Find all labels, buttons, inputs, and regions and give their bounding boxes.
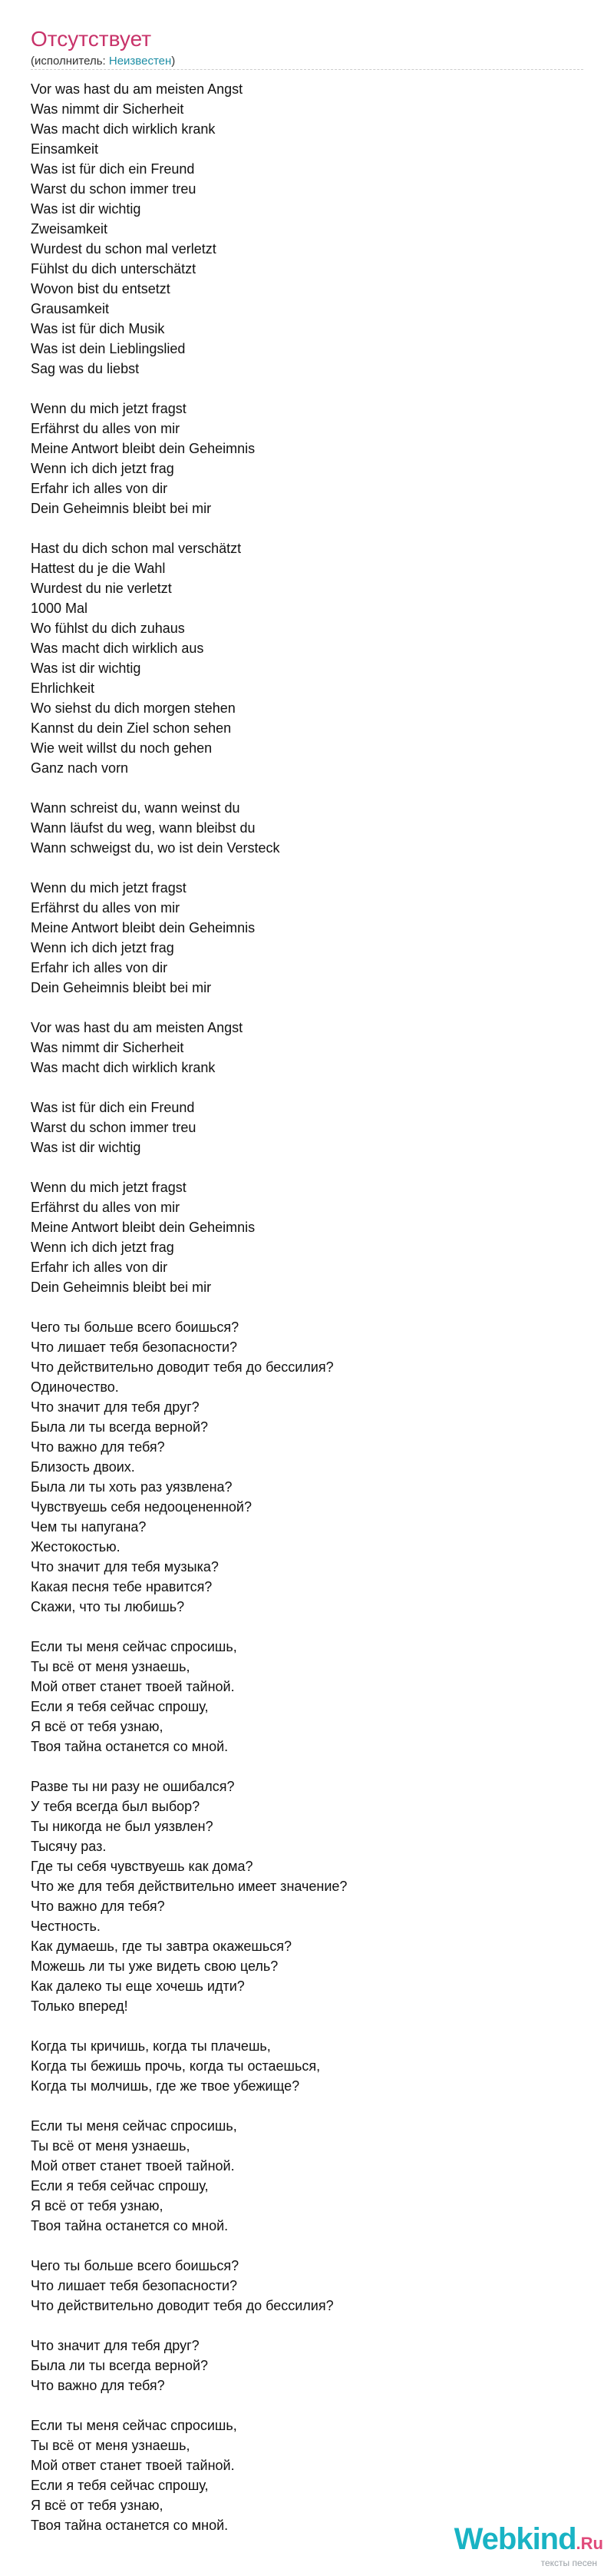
lyric-line: Wie weit willst du noch gehen	[31, 740, 213, 756]
lyrics-stanza	[31, 878, 583, 998]
lyric-line: Wo fühlst du dich zuhaus	[31, 621, 185, 636]
lyric-line: Что лишает тебя безопасности?	[31, 1339, 238, 1355]
lyric-line: Was nimmt dir Sicherheit	[31, 1040, 184, 1055]
lyric-line: Was ist dir wichtig	[31, 201, 141, 217]
lyric-line: Was ist für dich ein Freund	[31, 161, 195, 177]
lyric-line: Как думаешь, где ты завтра окажешься?	[31, 1939, 292, 1954]
lyric-line: Ты всё от меня узнаешь,	[31, 2138, 190, 2154]
artist-suffix: )	[171, 55, 176, 68]
lyrics-stanza	[31, 798, 583, 858]
lyric-line: Was macht dich wirklich krank	[31, 121, 216, 137]
artist-line	[31, 54, 583, 69]
lyric-line: Erfahr ich alles von dir	[31, 481, 168, 496]
lyric-line: Wovon bist du entsetzt	[31, 281, 170, 296]
lyric-line: Hattest du je die Wahl	[31, 561, 166, 576]
lyrics-stanza	[31, 1317, 583, 1617]
lyric-line: Grausamkeit	[31, 301, 110, 316]
lyric-line: Что важно для тебя?	[31, 1439, 165, 1455]
lyric-line: Если я тебя сейчас спрошу,	[31, 1699, 209, 1714]
lyric-line: Когда ты молчишь, где же твое убежище?	[31, 2078, 300, 2094]
lyric-line: Was nimmt dir Sicherheit	[31, 101, 184, 117]
lyric-line: Erfährst du alles von mir	[31, 421, 180, 436]
artist-prefix: (исполнитель:	[31, 55, 109, 68]
lyric-line: Wenn ich dich jetzt frag	[31, 461, 174, 476]
lyric-line: Kannst du dein Ziel schon sehen	[31, 720, 232, 736]
brand-name-text: Webkind	[454, 2522, 576, 2556]
lyric-line: Sag was du liebst	[31, 361, 140, 376]
lyric-line: 1000 Mal	[31, 601, 88, 616]
lyric-line: Wo siehst du dich morgen stehen	[31, 700, 236, 716]
lyric-line: Если я тебя сейчас спрошу,	[31, 2178, 209, 2194]
lyrics-stanza	[31, 1098, 583, 1157]
brand-tld: .Ru	[576, 2534, 603, 2553]
lyric-line: Чего ты больше всего боишься?	[31, 2258, 239, 2273]
lyric-line: Скажи, что ты любишь?	[31, 1599, 185, 1614]
lyric-line: Жестокостью.	[31, 1539, 120, 1555]
lyric-line: Fühlst du dich unterschätzt	[31, 261, 196, 276]
lyric-line: Ты всё от меня узнаешь,	[31, 1659, 190, 1674]
lyric-line: Was ist dir wichtig	[31, 661, 141, 676]
lyric-line: Wenn du mich jetzt fragst	[31, 401, 187, 416]
lyric-line: Что значит для тебя друг?	[31, 1399, 200, 1415]
lyric-line: Erfährst du alles von mir	[31, 900, 180, 916]
header-divider	[31, 69, 583, 70]
lyric-line: Vor was hast du am meisten Angst	[31, 1020, 243, 1035]
lyric-line: Einsamkeit	[31, 141, 99, 157]
lyric-line: Я всё от тебя узнаю,	[31, 2498, 163, 2513]
site-logo[interactable]	[434, 2522, 603, 2568]
lyric-line: Я всё от тебя узнаю,	[31, 2198, 163, 2213]
lyric-line: Можешь ли ты уже видеть свою цель?	[31, 1958, 279, 1974]
lyric-line: Warst du schon immer treu	[31, 1120, 196, 1135]
lyric-line: Was ist für dich Musik	[31, 321, 165, 336]
lyrics-stanza	[31, 2336, 583, 2396]
lyric-line: Что важно для тебя?	[31, 1899, 165, 1914]
lyric-line: Ты никогда не был уязвлен?	[31, 1819, 213, 1834]
lyric-line: Как далеко ты еще хочешь идти?	[31, 1978, 245, 1994]
lyric-line: Что действительно доводит тебя до бессилия?	[31, 1359, 334, 1375]
lyric-line: Was ist dein Lieblingslied	[31, 341, 186, 356]
lyric-line: Твоя тайна останется со мной.	[31, 2518, 229, 2533]
lyric-line: Zweisamkeit	[31, 221, 108, 237]
lyric-line: Meine Antwort bleibt dein Geheimnis	[31, 1220, 256, 1235]
lyric-line: Что важно для тебя?	[31, 2378, 165, 2393]
lyrics-body	[31, 79, 583, 2555]
artist-link[interactable]: Неизвестен	[108, 55, 172, 68]
lyric-line: Wurdest du nie verletzt	[31, 581, 172, 596]
lyric-line: Wenn ich dich jetzt frag	[31, 1240, 174, 1255]
lyric-line: Когда ты кричишь, когда ты плачешь,	[31, 2038, 271, 2054]
lyric-line: Что значит для тебя друг?	[31, 2338, 200, 2353]
lyric-line: Если ты меня сейчас спросишь,	[31, 2418, 237, 2433]
lyric-line: Wenn du mich jetzt fragst	[31, 1180, 187, 1195]
lyric-line: Что значит для тебя музыка?	[31, 1559, 219, 1574]
lyrics-stanza	[31, 1018, 583, 1078]
lyrics-stanza	[31, 2036, 583, 2096]
lyrics-stanza	[31, 2256, 583, 2316]
lyric-line: Была ли ты всегда верной?	[31, 2358, 209, 2373]
lyric-line: Wurdest du schon mal verletzt	[31, 241, 216, 257]
lyrics-stanza	[31, 399, 583, 518]
lyric-line: Мой ответ станет твоей тайной.	[31, 2158, 235, 2174]
lyrics-stanza	[31, 1637, 583, 1757]
lyric-line: Чувствуешь себя недооцененной?	[31, 1499, 252, 1515]
lyric-line: Какая песня тебе нравится?	[31, 1579, 213, 1594]
lyric-line: Твоя тайна останется со мной.	[31, 1739, 229, 1754]
brand-name	[434, 2522, 603, 2561]
lyric-line: Одиночество.	[31, 1379, 119, 1395]
lyric-line: Чем ты напугана?	[31, 1519, 147, 1535]
lyric-line: Мой ответ станет твоей тайной.	[31, 2458, 235, 2473]
lyrics-stanza	[31, 79, 583, 379]
lyric-line: Когда ты бежишь прочь, когда ты остаешься,	[31, 2058, 321, 2074]
lyric-line: Если ты меня сейчас спросишь,	[31, 2118, 237, 2134]
lyric-line: Was ist dir wichtig	[31, 1140, 141, 1155]
lyric-line: Я всё от тебя узнаю,	[31, 1719, 163, 1734]
lyric-line: Что же для тебя действительно имеет значение?	[31, 1879, 348, 1894]
lyric-line: Была ли ты хоть раз уязвлена?	[31, 1479, 233, 1495]
lyric-line: Ganz nach vorn	[31, 760, 129, 776]
lyric-line: Wann schweigst du, wo ist dein Versteck	[31, 840, 280, 856]
lyric-line: Wenn du mich jetzt fragst	[31, 880, 187, 896]
lyric-line: Честность.	[31, 1919, 101, 1934]
lyric-line: Erfahr ich alles von dir	[31, 1260, 168, 1275]
brand-tagline: тексты песен	[540, 2558, 597, 2568]
lyric-line: Если я тебя сейчас спрошу,	[31, 2478, 209, 2493]
lyric-line: Твоя тайна останется со мной.	[31, 2218, 229, 2233]
lyric-line: У тебя всегда был выбор?	[31, 1799, 200, 1814]
lyric-line: Was macht dich wirklich krank	[31, 1060, 216, 1075]
lyric-line: Dein Geheimnis bleibt bei mir	[31, 1280, 212, 1295]
lyric-line: Wann schreist du, wann weinst du	[31, 800, 240, 816]
lyric-line: Если ты меня сейчас спросишь,	[31, 1639, 237, 1654]
lyric-line: Erfahr ich alles von dir	[31, 960, 168, 975]
lyric-line: Чего ты больше всего боишься?	[31, 1319, 239, 1335]
lyric-line: Только вперед!	[31, 1998, 128, 2014]
lyric-line: Wann läufst du weg, wann bleibst du	[31, 820, 256, 836]
lyric-line: Мой ответ станет твоей тайной.	[31, 1679, 235, 1694]
lyric-line: Где ты себя чувствуешь как дома?	[31, 1859, 253, 1874]
song-header	[31, 26, 583, 69]
lyric-line: Erfährst du alles von mir	[31, 1200, 180, 1215]
lyric-line: Was ist für dich ein Freund	[31, 1100, 195, 1115]
lyric-line: Meine Antwort bleibt dein Geheimnis	[31, 920, 256, 935]
lyric-line: Что лишает тебя безопасности?	[31, 2278, 238, 2293]
lyric-line: Hast du dich schon mal verschätzt	[31, 541, 242, 556]
lyric-line: Was macht dich wirklich aus	[31, 641, 204, 656]
lyric-line: Тысячу раз.	[31, 1839, 107, 1854]
lyric-line: Meine Antwort bleibt dein Geheimnis	[31, 441, 256, 456]
lyric-line: Была ли ты всегда верной?	[31, 1419, 209, 1435]
lyric-line: Разве ты ни разу не ошибался?	[31, 1779, 235, 1794]
lyric-line: Vor was hast du am meisten Angst	[31, 81, 243, 97]
lyric-line: Dein Geheimnis bleibt bei mir	[31, 501, 212, 516]
lyrics-stanza	[31, 1776, 583, 2016]
lyric-line: Warst du schon immer treu	[31, 181, 196, 197]
lyric-line: Близость двоих.	[31, 1459, 135, 1475]
lyric-line: Dein Geheimnis bleibt bei mir	[31, 980, 212, 995]
lyric-line: Что действительно доводит тебя до бессилия?	[31, 2298, 334, 2313]
lyrics-stanza	[31, 2116, 583, 2236]
song-title: Отсутствует	[31, 27, 152, 51]
lyric-line: Ehrlichkeit	[31, 680, 95, 696]
lyrics-stanza	[31, 2415, 583, 2535]
lyric-line: Ты всё от меня узнаешь,	[31, 2438, 190, 2453]
lyric-line: Wenn ich dich jetzt frag	[31, 940, 174, 955]
lyrics-stanza	[31, 1177, 583, 1297]
lyrics-stanza	[31, 538, 583, 778]
